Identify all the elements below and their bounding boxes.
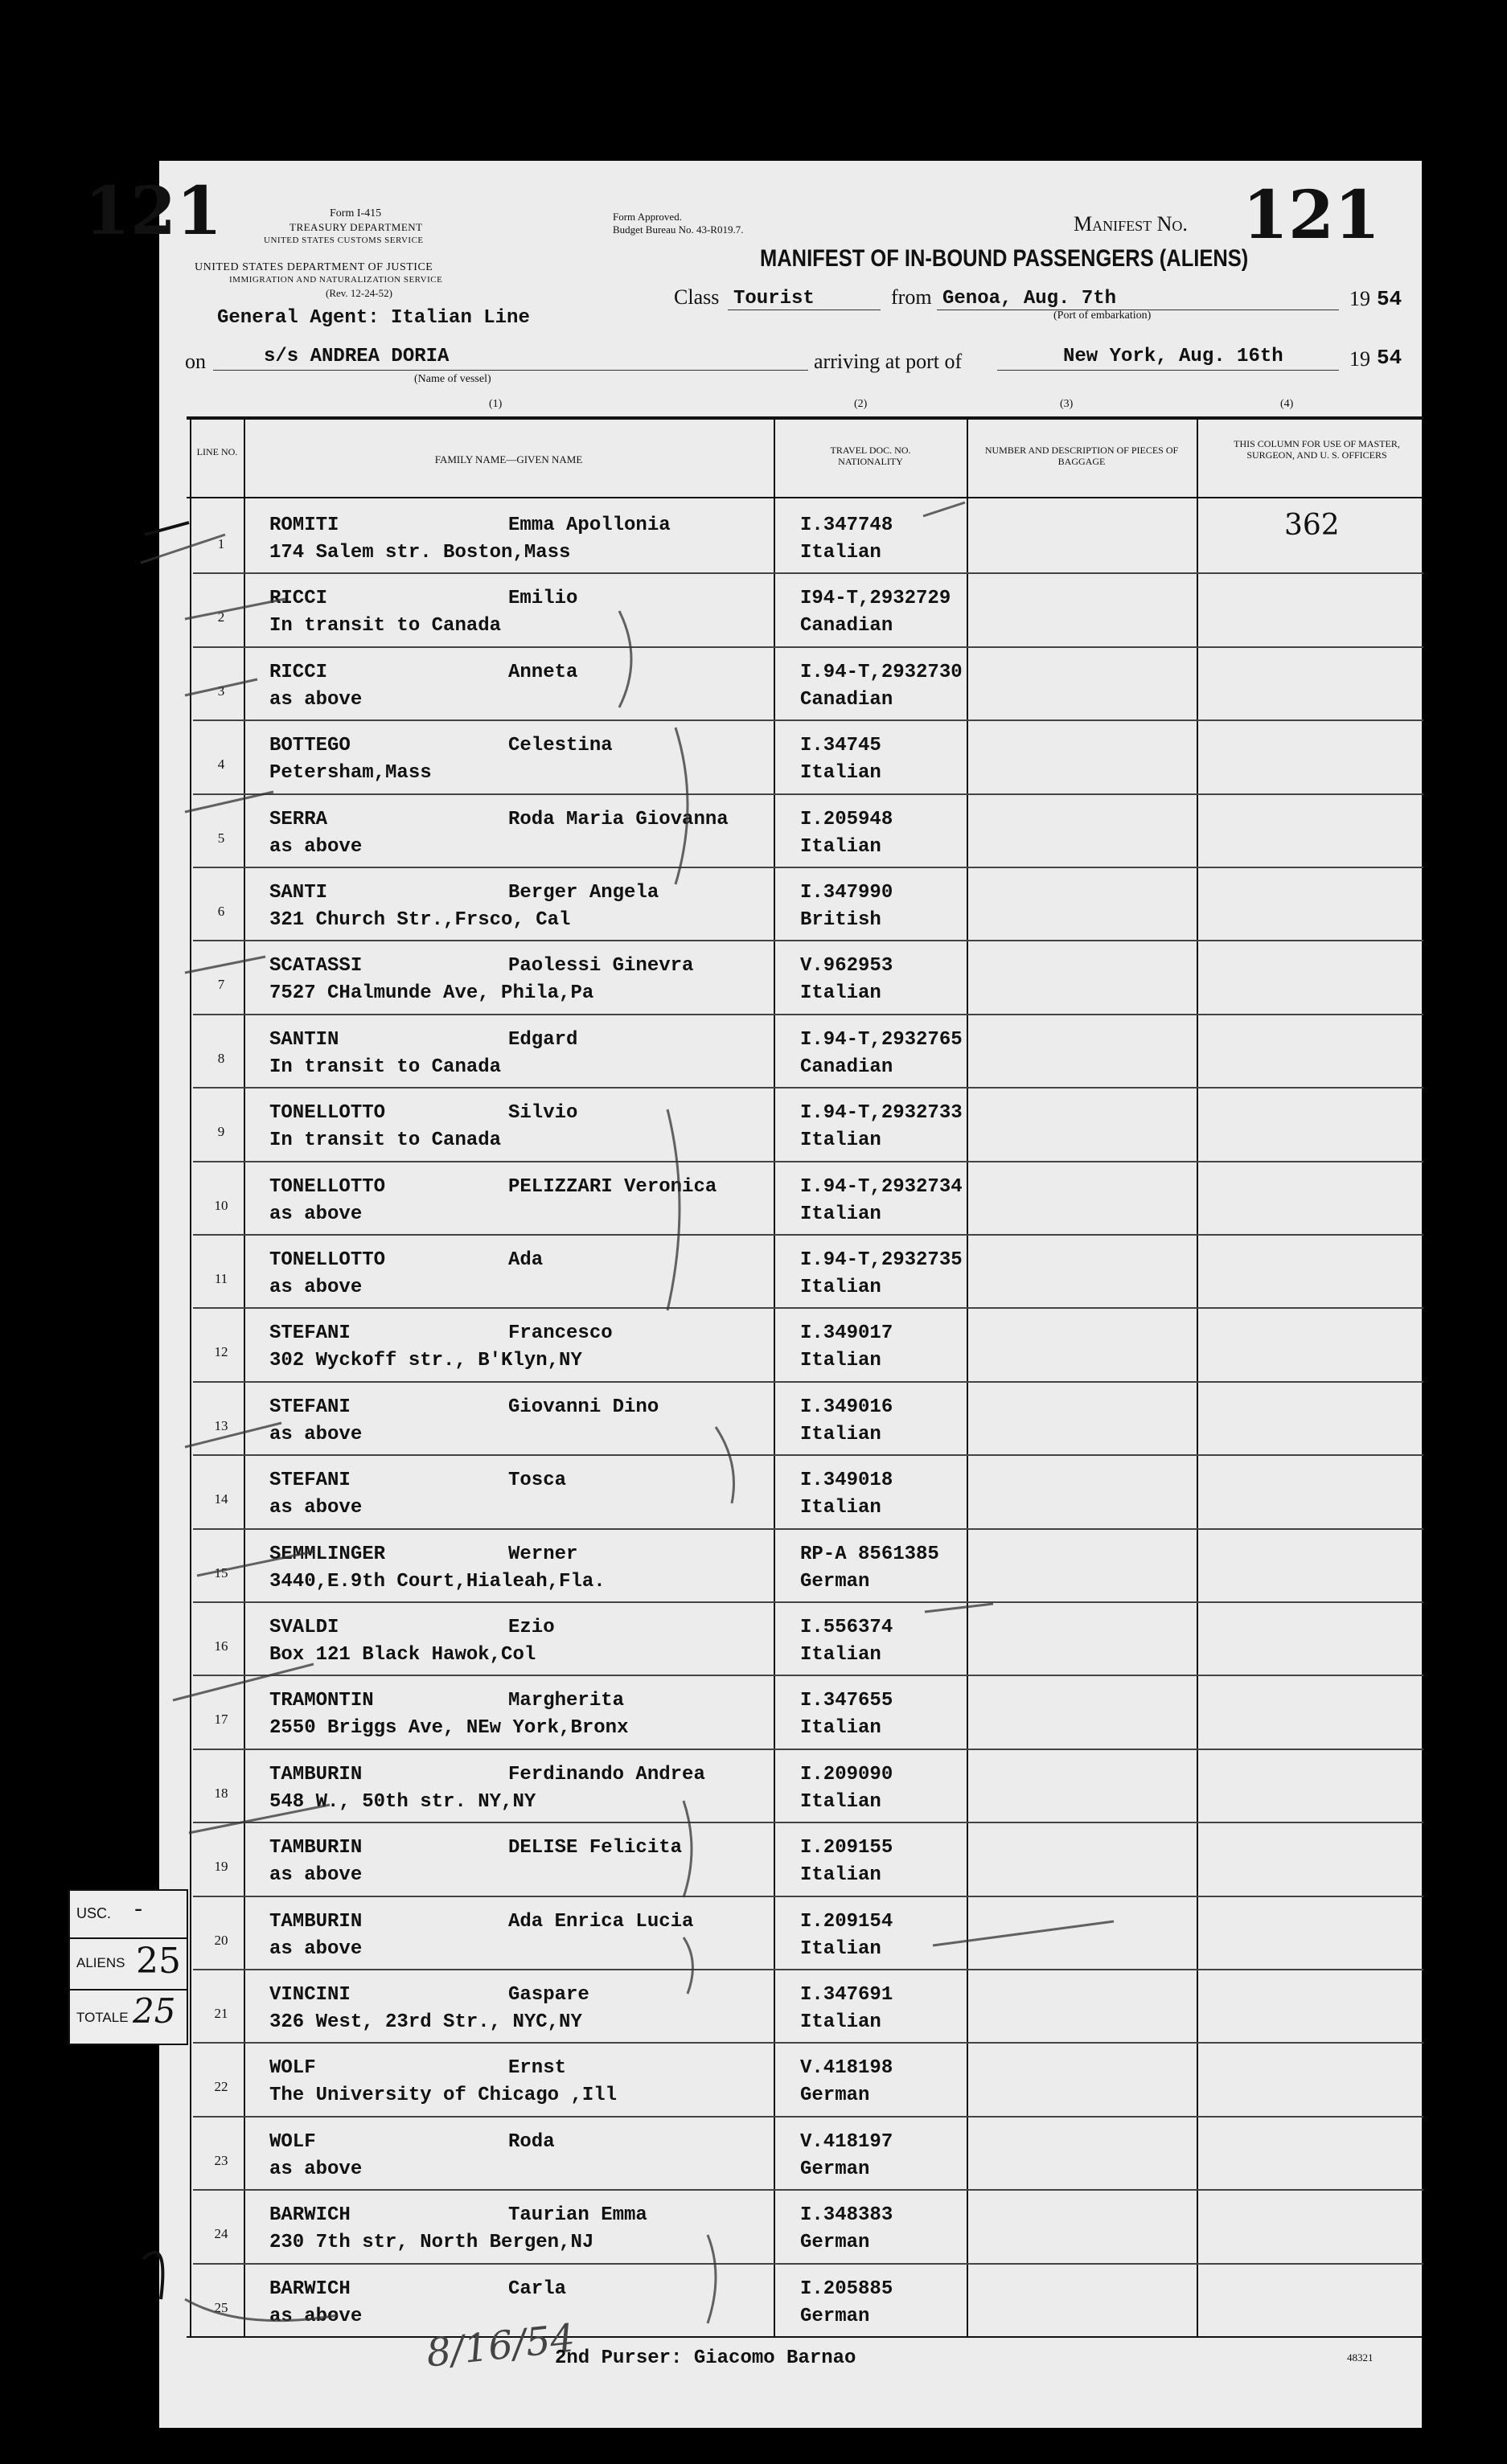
- nationality: British: [800, 909, 881, 931]
- given-name: Gaspare: [508, 1984, 589, 2006]
- travel-doc-number: I.209090: [800, 1763, 893, 1785]
- family-name: SERRA: [269, 808, 328, 830]
- line-number: 23: [214, 2152, 228, 2168]
- travel-doc-number: I.94-T,2932765: [800, 1028, 963, 1051]
- family-name: TRAMONTIN: [269, 1690, 374, 1712]
- row-divider: [193, 2263, 1423, 2265]
- line-number: 2: [217, 609, 225, 625]
- given-name: Anneta: [508, 661, 578, 683]
- line-number: 18: [214, 1785, 228, 1801]
- total-value: 25: [133, 1991, 176, 2031]
- given-name: Carla: [508, 2277, 567, 2300]
- travel-doc-number: I.209154: [800, 1910, 893, 1933]
- family-name: BARWICH: [269, 2204, 351, 2227]
- travel-doc-number: I.205885: [800, 2277, 893, 2300]
- address: as above: [269, 1277, 363, 1298]
- given-name: Werner: [508, 1543, 578, 1565]
- class-label: Class: [674, 285, 720, 309]
- family-name: BARWICH: [269, 2277, 351, 2300]
- given-name: PELIZZARI Veronica: [508, 1175, 717, 1198]
- table-left-border: [190, 416, 191, 2338]
- travel-doc-number: I.94-T,2932734: [800, 1175, 963, 1198]
- travel-doc-number: I.94-T,2932733: [800, 1102, 963, 1125]
- nationality: German: [800, 2085, 870, 2107]
- family-name: STEFANI: [269, 1470, 351, 1492]
- given-name: Silvio: [508, 1102, 578, 1125]
- revision-date: (Rev. 12-24-52): [326, 287, 392, 299]
- family-name: TAMBURIN: [269, 1763, 363, 1785]
- vessel-name: s/s ANDREA DORIA: [264, 346, 450, 367]
- nationality: German: [800, 2305, 870, 2327]
- on-label: on: [185, 350, 206, 373]
- travel-doc-number: I.347748: [800, 515, 893, 536]
- customs-service: UNITED STATES CUSTOMS SERVICE: [264, 236, 424, 245]
- line-number: 14: [214, 1491, 228, 1507]
- family-name: ROMITI: [269, 515, 339, 536]
- line-number: 3: [217, 683, 225, 699]
- treasury-dept: TREASURY DEPARTMENT: [289, 221, 423, 233]
- year-value-2: 54: [1377, 346, 1402, 370]
- nationality: Italian: [800, 1864, 881, 1887]
- row-divider: [193, 1234, 1423, 1236]
- family-name: VINCINI: [269, 1984, 351, 2006]
- address: as above: [269, 1864, 363, 1887]
- row-divider: [193, 1601, 1423, 1603]
- manifest-label: Manifest No.: [1074, 212, 1188, 236]
- row-divider: [193, 1161, 1423, 1162]
- family-name: TONELLOTTO: [269, 1102, 386, 1125]
- row-divider: [193, 2116, 1423, 2118]
- address: as above: [269, 835, 363, 858]
- given-name: Ada Enrica Lucia: [508, 1910, 694, 1933]
- line-number: 25: [214, 2299, 228, 2315]
- given-name: Ernst: [508, 2057, 567, 2080]
- given-name: Paolessi Ginevra: [508, 955, 694, 978]
- travel-doc-number: V.418197: [800, 2130, 893, 2153]
- nationality: Italian: [800, 1423, 881, 1445]
- row-divider: [193, 1307, 1423, 1309]
- arrival-port: New York, Aug. 16th: [1063, 346, 1283, 367]
- ins-service: IMMIGRATION AND NATURALIZATION SERVICE: [229, 275, 443, 285]
- count-stamp: [68, 1889, 188, 2045]
- nationality: Italian: [800, 982, 881, 1005]
- manifest-number-left: 121: [84, 173, 223, 250]
- address: 326 West, 23rd Str., NYC,NY: [269, 2011, 582, 2033]
- row-divider: [193, 1014, 1423, 1015]
- line-number: 22: [214, 2079, 228, 2095]
- family-name: SANTIN: [269, 1028, 339, 1051]
- row-divider: [193, 1675, 1423, 1676]
- class-value: Tourist: [733, 288, 815, 310]
- row-divider: [193, 940, 1423, 941]
- nationality: Italian: [800, 835, 881, 858]
- family-name: STEFANI: [269, 1322, 351, 1345]
- line-number: 1: [217, 536, 225, 551]
- line-number: 11: [214, 1271, 228, 1286]
- line-number: 13: [214, 1417, 228, 1433]
- col3-number: (3): [1060, 398, 1074, 410]
- travel-doc-number: I.349016: [800, 1396, 893, 1418]
- address: 321 Church Str.,Frsco, Cal: [269, 909, 571, 931]
- address: 174 Salem str. Boston,Mass: [269, 542, 571, 564]
- vessel-caption: (Name of vessel): [414, 373, 491, 385]
- justice-dept: UNITED STATES DEPARTMENT OF JUSTICE: [195, 261, 433, 273]
- total-label: TOTALE: [76, 2010, 129, 2025]
- address: 3440,E.9th Court,Hialeah,Fla.: [269, 1570, 606, 1593]
- nationality: Canadian: [800, 615, 893, 638]
- year-prefix-1: 19: [1349, 287, 1370, 310]
- usc-label: USC.: [76, 1905, 112, 1921]
- punch-hole: [86, 868, 125, 907]
- family-name: TONELLOTTO: [269, 1175, 386, 1198]
- row-divider: [193, 572, 1423, 574]
- travel-doc-number: RP-A 8561385: [800, 1543, 939, 1565]
- row-divider: [193, 1822, 1423, 1823]
- travel-doc-number: I.348383: [800, 2204, 893, 2227]
- row-divider: [193, 793, 1423, 795]
- row-divider: [193, 720, 1423, 721]
- row-divider: [193, 1087, 1423, 1089]
- nationality: German: [800, 2158, 870, 2180]
- given-name: DELISE Felicita: [508, 1837, 683, 1859]
- row-divider: [193, 646, 1423, 648]
- officer-note: 362: [1284, 509, 1340, 542]
- col-divider-3: [967, 416, 968, 2338]
- line-number: 15: [214, 1564, 228, 1580]
- travel-doc-number: I.94-T,2932735: [800, 1249, 963, 1271]
- punch-hole: [86, 1395, 125, 1433]
- address: In transit to Canada: [269, 615, 502, 638]
- punch-hole: [64, 384, 103, 423]
- row-divider: [193, 1969, 1423, 1970]
- line-number: 10: [214, 1197, 228, 1213]
- col1-number: (1): [489, 398, 503, 410]
- line-number: 12: [214, 1344, 228, 1360]
- header-line-no: LINE NO.: [196, 446, 238, 457]
- line-number: 20: [214, 1932, 228, 1948]
- given-name: Giovanni Dino: [508, 1396, 659, 1418]
- form-approved: Form Approved.: [613, 211, 682, 223]
- col2-number: (2): [854, 398, 868, 410]
- aliens-label: ALIENS: [76, 1955, 125, 1970]
- travel-doc-number: I.349018: [800, 1470, 893, 1492]
- port-embark-caption: (Port of embarkation): [1053, 310, 1152, 322]
- row-divider: [193, 1896, 1423, 1897]
- travel-doc-number: I.209155: [800, 1837, 893, 1859]
- address: In transit to Canada: [269, 1130, 502, 1152]
- given-name: Roda: [508, 2130, 555, 2153]
- line-number: 17: [214, 1712, 228, 1728]
- form-code: 48321: [1347, 2351, 1374, 2364]
- line-number: 8: [217, 1050, 225, 1066]
- address: 7527 CHalmunde Ave, Phila,Pa: [269, 982, 594, 1005]
- address: 2550 Briggs Ave, NEw York,Bronx: [269, 1717, 629, 1740]
- nationality: German: [800, 1570, 870, 1593]
- nationality: Italian: [800, 1497, 881, 1519]
- given-name: Ezio: [508, 1617, 555, 1638]
- family-name: STEFANI: [269, 1396, 351, 1418]
- budget-bureau: Budget Bureau No. 43-R019.7.: [613, 223, 744, 236]
- header-name: FAMILY NAME—GIVEN NAME: [434, 453, 583, 465]
- general-agent: General Agent: Italian Line: [217, 307, 530, 329]
- row-divider: [193, 1528, 1423, 1530]
- nationality: Italian: [800, 1644, 881, 1666]
- family-name: WOLF: [269, 2057, 316, 2080]
- address: as above: [269, 688, 363, 711]
- arriving-label: arriving at port of: [814, 350, 963, 373]
- nationality: Italian: [800, 1277, 881, 1298]
- nationality: Italian: [800, 542, 881, 564]
- header-bottom-border: [187, 497, 1423, 498]
- punch-hole: [86, 1525, 125, 1564]
- line-number: 24: [214, 2226, 228, 2242]
- travel-doc-number: I94-T,2932729: [800, 588, 951, 610]
- nationality: Italian: [800, 1203, 881, 1225]
- family-name: WOLF: [269, 2130, 316, 2153]
- travel-doc-number: I.34745: [800, 735, 881, 757]
- address: Petersham,Mass: [269, 762, 432, 785]
- given-name: Tosca: [508, 1470, 567, 1492]
- travel-doc-number: I.347655: [800, 1690, 893, 1712]
- family-name: TAMBURIN: [269, 1910, 363, 1933]
- address: as above: [269, 1423, 363, 1445]
- family-name: RICCI: [269, 588, 328, 610]
- given-name: Ferdinando Andrea: [508, 1763, 705, 1785]
- given-name: Margherita: [508, 1690, 625, 1712]
- row-divider: [193, 1749, 1423, 1750]
- address: as above: [269, 2305, 363, 2327]
- nationality: German: [800, 2232, 870, 2254]
- header-officers: THIS COLUMN FOR USE OF MASTER, SURGEON, AND U. S. OFFICERS: [1234, 438, 1400, 461]
- family-name: SVALDI: [269, 1617, 339, 1638]
- given-name: Roda Maria Giovanna: [508, 808, 729, 830]
- row-divider: [193, 2189, 1423, 2191]
- nationality: Canadian: [800, 688, 893, 711]
- from-value: Genoa, Aug. 7th: [942, 288, 1117, 310]
- purser-name: 2nd Purser: Giacomo Barnao: [555, 2347, 856, 2369]
- manifest-number-right: 121: [1242, 177, 1381, 254]
- family-name: TAMBURIN: [269, 1837, 363, 1859]
- row-divider: [193, 2042, 1423, 2044]
- line-number: 16: [214, 1638, 228, 1654]
- address: In transit to Canada: [269, 1056, 502, 1078]
- address: as above: [269, 1203, 363, 1225]
- travel-doc-number: I.347990: [800, 882, 893, 904]
- given-name: Francesco: [508, 1322, 613, 1345]
- family-name: RICCI: [269, 661, 328, 683]
- address: 230 7th str, North Bergen,NJ: [269, 2232, 594, 2254]
- family-name: SANTI: [269, 882, 328, 904]
- address: as above: [269, 2158, 363, 2180]
- given-name: Celestina: [508, 735, 613, 757]
- address: 548 W., 50th str. NY,NY: [269, 1790, 536, 1813]
- address: Box 121 Black Hawok,Col: [269, 1644, 536, 1666]
- travel-doc-number: I.349017: [800, 1322, 893, 1345]
- family-name: SEMMLINGER: [269, 1543, 386, 1565]
- arrival-underline: [997, 370, 1339, 371]
- row-divider: [193, 867, 1423, 868]
- line-number: 7: [217, 977, 225, 993]
- col-divider-1: [244, 416, 245, 2338]
- given-name: Edgard: [508, 1028, 578, 1051]
- table-bottom-border: [187, 2336, 1423, 2338]
- line-number: 5: [217, 830, 225, 846]
- nationality: Italian: [800, 2011, 881, 2033]
- line-number: 9: [217, 1124, 225, 1140]
- nationality: Italian: [800, 1790, 881, 1813]
- form-number: Form I-415: [330, 207, 382, 219]
- punch-hole: [86, 343, 125, 382]
- year-value-1: 54: [1377, 287, 1402, 311]
- address: 302 Wyckoff str., B'Klyn,NY: [269, 1350, 582, 1372]
- nationality: Canadian: [800, 1056, 893, 1078]
- family-name: SCATASSI: [269, 955, 363, 978]
- address: as above: [269, 1497, 363, 1519]
- year-prefix-2: 19: [1349, 347, 1370, 371]
- col-divider-4: [1197, 416, 1198, 2338]
- vessel-underline: [213, 370, 808, 371]
- travel-doc-number: I.347691: [800, 1984, 893, 2006]
- header-baggage: NUMBER AND DESCRIPTION OF PIECES OF BAGGAGE: [984, 445, 1179, 467]
- row-divider: [193, 1454, 1423, 1456]
- address: as above: [269, 1937, 363, 1960]
- col-divider-2: [774, 416, 775, 2338]
- aliens-value: 25: [136, 1941, 181, 1982]
- given-name: Ada: [508, 1249, 544, 1271]
- nationality: Italian: [800, 1130, 881, 1152]
- line-number: 21: [214, 2006, 228, 2021]
- travel-doc-number: I.94-T,2932730: [800, 661, 963, 683]
- given-name: Berger Angela: [508, 882, 659, 904]
- given-name: Emma Apollonia: [508, 515, 671, 536]
- travel-doc-number: V.418198: [800, 2057, 893, 2080]
- from-label: from: [891, 285, 932, 309]
- punch-hole: [86, 744, 125, 782]
- manifest-title: MANIFEST OF IN-BOUND PASSENGERS (ALIENS): [760, 245, 1249, 272]
- family-name: BOTTEGO: [269, 735, 351, 757]
- line-number: 19: [214, 1859, 228, 1875]
- given-name: Emilio: [508, 588, 578, 610]
- header-travel-doc: TRAVEL DOC. NO. NATIONALITY: [830, 445, 911, 467]
- table-top-border: [187, 416, 1423, 420]
- line-number: 4: [217, 756, 225, 773]
- col4-number: (4): [1280, 398, 1294, 410]
- nationality: Italian: [800, 762, 881, 785]
- travel-doc-number: I.556374: [800, 1617, 893, 1638]
- inspector-signature: 8/16/54: [424, 2315, 577, 2376]
- nationality: Italian: [800, 1350, 881, 1372]
- nationality: Italian: [800, 1717, 881, 1740]
- given-name: Taurian Emma: [508, 2204, 647, 2227]
- line-number: 6: [217, 904, 225, 919]
- travel-doc-number: V.962953: [800, 955, 893, 978]
- nationality: Italian: [800, 1937, 881, 1960]
- travel-doc-number: I.205948: [800, 808, 893, 830]
- family-name: TONELLOTTO: [269, 1249, 386, 1271]
- address: The University of Chicago ,Ill: [269, 2085, 618, 2107]
- usc-value: -: [134, 1895, 143, 1923]
- row-divider: [193, 1381, 1423, 1383]
